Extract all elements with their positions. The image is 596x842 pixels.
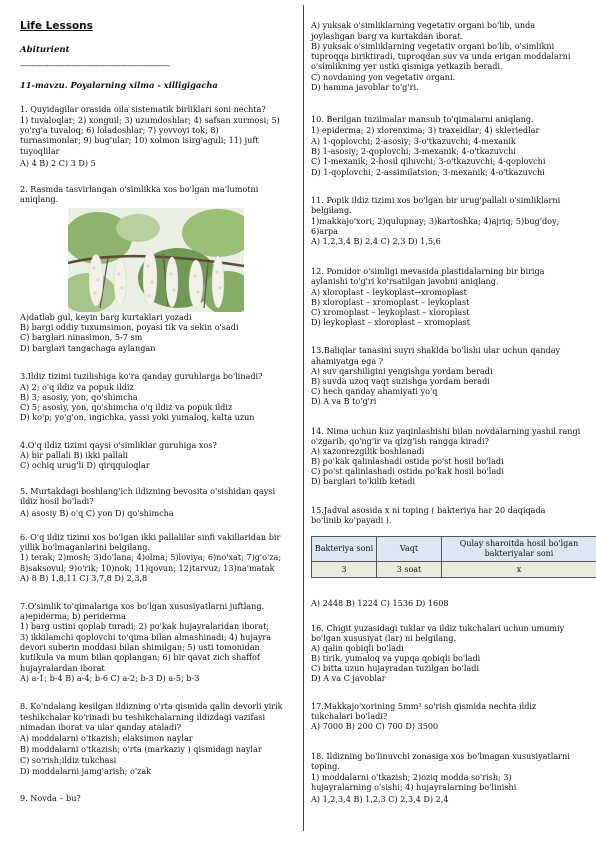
page-subtitle: Abiturient	[20, 45, 70, 55]
text-line: C) xromoplast – leykoplast – xloroplast	[311, 307, 470, 317]
text-line: C) bitta uzun hujayradan tuzilgan bo'ladi	[311, 663, 480, 673]
text-line: A) moddalarni o'tkazish; elaksimon naylar	[20, 733, 193, 743]
text-line: bo'linib ko'payadi ).	[311, 515, 392, 525]
text-line: joylashgan barg va kurtakdan iborat.	[311, 31, 464, 41]
text-line: B) 1-asosiy; 2-qoplovchi; 3-mexanik; 4-o'tkazuvchi	[311, 146, 516, 156]
text-line: 3.Ildiz tizimi tuzilishiga ko'ra qanday guruhlarga bo'linadi?	[20, 371, 263, 381]
text-line: C) hech qanday ahamiyati yo'q	[311, 386, 438, 396]
text-line: A) yuksak o'simliklarning vegetativ organi bo'lib, unda	[311, 20, 536, 30]
text-line: 1) barg ustini qoplab turadi; 2) po'kak hujayralaridan iborat;	[20, 621, 270, 631]
text-line: B) moddalarni o'tkazish; o'rta (markaziy ) qismidagi naylar	[20, 744, 262, 754]
page-title: Life Lessons	[20, 20, 93, 32]
text-line: 13.Baliqlar tanasini suyri shaklda bo'lishi ular uchun qanday	[311, 345, 561, 355]
text-line: 1)makkajo'xori; 2)qulupnay; 3)kartoshka; 4)ajriq; 5)bug'doy;	[311, 216, 560, 226]
text-line: aylanishi to'g'ri ko'rsatilgan javobni aniqlang.	[311, 276, 499, 286]
bacteria-table	[311, 536, 596, 578]
text-line: tukchalari bo'ladi?	[311, 711, 388, 721]
text-line: A) 2448 B) 1224 C) 1536 D) 1608	[311, 598, 449, 608]
text-line: D) hamma javoblar to'g'ri.	[311, 82, 419, 92]
text-line: A) 7000 B) 200 C) 700 D) 3500	[311, 721, 439, 731]
text-line: A) 1,2,3,4 B) 2,4 C) 2,3 D) 1,5,6	[311, 236, 441, 246]
text-line: 3) ikkilamchi qoplovchi to'qima bilan almashinadi; 4) hujayra	[20, 632, 272, 642]
text-line: 1. Quyidagilar orasida oila sistematik birliklari soni nechta?	[20, 104, 266, 114]
text-line: 4.O'q ildiz tizimi qaysi o'simliklar guruhiga xos?	[20, 440, 217, 450]
text-line: 9. Novda – bu?	[20, 793, 81, 803]
text-line: A) asosiy B) o'q C) yon D) qo'shimcha	[20, 508, 174, 518]
text-line: D) ko'p; yo'g'on, ingichka, yassi yoki yumaloq, kalta uzun	[20, 412, 255, 422]
text-line: A) suv qarshiligini yengishga yordam beradi	[311, 366, 493, 376]
text-line: B) bargi oddiy tuxumsimon, poyasi tik va sekin o'sadi	[20, 322, 239, 332]
text-line: A) 4 B) 2 C) 3 D) 5	[20, 158, 96, 168]
plant-photo	[68, 208, 244, 312]
text-line: B) xloroplast – xromoplast – leykoplast	[311, 297, 470, 307]
text-line: 1) epiderma; 2) xlorenxima; 3) traxeidlar; 4) skleriedlar	[311, 125, 540, 135]
table-header-cell: Bakteriya soni	[312, 537, 377, 562]
dashed-rule: ----------------------------------------------------------------	[20, 60, 170, 70]
text-line: aniqlang.	[20, 194, 59, 204]
text-line: a)epiderma; b) periderma	[20, 611, 126, 621]
text-line: A) bir pallali B) ikki pallali	[20, 450, 128, 460]
text-line: 12. Pomidor o'simligi mevasida plastidalarning bir biriga	[311, 266, 545, 276]
text-line: bo'lgan xususiyat (lar) ni belgilang.	[311, 633, 457, 643]
text-line: belgilang.	[311, 205, 352, 215]
text-line: 7.O'simlik to'qimalariga xos bo'lgan xususiyatlarni juftlang.	[20, 601, 265, 611]
text-line: ahamiyatga ega ?	[311, 356, 384, 366]
text-line: 1) moddalarni o'tkazish; 2)oziq modda so'rish; 3)	[311, 772, 512, 782]
text-line: o'zgarib, qo'ng'ir va qizg'ish rangga kiradi?	[311, 436, 489, 446]
text-line: B) tirik, yumaloq va yupqa qobiqli bo'ladi	[311, 653, 481, 663]
text-line: C) barglari ninasimon, 5-7 sm	[20, 332, 143, 342]
table-header-row	[312, 537, 596, 562]
text-line: ildiz hosil bo'ladi?	[20, 496, 94, 506]
text-line: 8. Ko'ndalang kesilgan ildizning o'rta qismida qalin devorli yirik	[20, 701, 283, 711]
text-line: 1) terak; 2)mosh; 3)do'lana; 4)olma; 5)loviya; 6)no'xat; 7)g'o'za;	[20, 552, 282, 562]
table-header-cell: Vaqt	[377, 537, 442, 562]
text-line: C) po'st qalinlashadi ostida po'kak hosil bo'ladi	[311, 466, 504, 476]
text-line: D) leykoplast – xloroplast – xromoplast	[311, 317, 470, 327]
text-line: 17.Makkajo'xorining 5mm² so'rish qismida nechta ildiz	[311, 701, 537, 711]
text-line: D) A va B to'g'ri	[311, 396, 377, 406]
text-line: devori suberin moddasi bilan shimilgan; 5) usti tomonidan	[20, 642, 260, 652]
text-line: 2. Rasmda tasvirlangan o'simlikka xos bo'lgan ma'lumotni	[20, 184, 259, 194]
text-line: A) 2; o'q ildiz va popuk ildiz	[20, 382, 134, 392]
text-line: yo'rg'a tuvaloq; 6) loladoshlar; 7) yovvoyi tok; 8)	[20, 125, 219, 135]
column-divider	[303, 5, 304, 831]
text-line: C) novdaning yon vegetativ organi.	[311, 72, 456, 82]
text-line: 15.Jadval asosida x ni toping ( bakteriya har 20 daqiqada	[311, 505, 546, 515]
text-line: kutikula va mum bilan qoplangan; 6) bir qavat zich shaffof	[20, 652, 260, 662]
text-line: 11. Popik ildiz tizimi xos bo'lgan bir urug'pallali o'simliklarni	[311, 195, 561, 205]
text-line: teshikchalar ko'rinadi bu teshikchalarning ildizdagi vazifasi	[20, 712, 266, 722]
text-line: 6. O'q ildiz tizimi xos bo'lgan ikki pallalilar sinfi vakillaridan bir	[20, 532, 281, 542]
text-line: A) 1,2,3,4 B) 1,2,3 C) 2,3,4 D) 2,4	[311, 794, 449, 804]
table-cell: x	[442, 562, 596, 578]
text-line: C) so'rish;ildiz tukchasi	[20, 755, 117, 765]
text-line: hujayralarning o'sishi; 4) hujayralarning bo'linishi	[311, 782, 517, 792]
text-line: B) yuksak o'simliklarning vegetativ organi bo'lib, o'simlikni	[311, 41, 555, 51]
text-line: B) 3; asosiy, yon, qo'shimcha	[20, 392, 138, 402]
text-line: hujayralardan iborat	[20, 663, 105, 673]
text-line: o'simlikning yer ustki qismiga yetkazib beradi.	[311, 61, 503, 71]
topic-heading: 11-mavzu. Poyalarning xilma - xilligigacha	[20, 80, 218, 90]
text-line: 10. Berilgan tuzilmalar mansub to'qimalarni aniqlang.	[311, 114, 534, 124]
text-line: A) 1-qoplovchi; 2-asosiy; 3-o'tkazuvchi; 4-mexanik	[311, 136, 516, 146]
text-line: A) a-1; b-4 B) a-4; b-6 C) a-2; b-3 D) a-5; b-3	[20, 673, 200, 683]
text-line: 16. Chigit yuzasidagi tuklar va ildiz tukchalari uchun umumiy	[311, 623, 565, 633]
table-header-cell: Qulay sharoitda hosil bo'lgan bakteriyalar soni	[442, 537, 596, 562]
text-line: 8)saksovul; 9)o'rik; 10)nok; 11)qovun; 12)tarvuz; 13)na'matak	[20, 563, 275, 573]
text-line: tuproqqa biriktiradi, tuproqdan suv va unda erigan moddalarni	[311, 51, 571, 61]
text-line: D) barglari to'kilib ketadi	[311, 476, 416, 486]
text-line: A) xazonrezgilik boshlanadi	[311, 446, 425, 456]
text-line: turnasimonlar; 9) bug'ular; 10) xolmon isirg'aguli; 11) juft	[20, 135, 259, 145]
text-line: tuyoqlilar	[20, 146, 60, 156]
text-line: A) xloroplast – leykoplast→xromoplast	[311, 287, 467, 297]
table-cell: 3	[312, 562, 377, 578]
text-line: B) po'kak qalinlashadi ostida po'st hosil bo'ladi	[311, 456, 504, 466]
table-cell: 3 soat	[377, 562, 442, 578]
text-line: 5. Murtakdagi boshlang'ich ildizning bevosita o'sishidan qaysi	[20, 486, 276, 496]
text-line: 6)arpa	[311, 226, 339, 236]
text-line: 1) tuvaloqlar; 2) xonguil; 3) uzumdoshlar; 4) safsan xurmosi; 5)	[20, 115, 280, 125]
text-line: C) 1-mexanik; 2-hosil qiluvchi; 3-o'tkazuvchi; 4-qoplovchi	[311, 156, 546, 166]
text-line: B) suvda uzoq vaqt suzishga yordam beradi	[311, 376, 490, 386]
text-line: C) 5; asosiy, yon, qo'shimcha o'q ildiz va popuk ildiz	[20, 402, 233, 412]
text-line: A)datlab gul, keyin barg kurtaklari yozadi	[20, 312, 192, 322]
text-line: A) 8 B) 1,8,11 C) 3,7,8 D) 2,3,8	[20, 573, 148, 583]
text-line: toping.	[311, 761, 340, 771]
text-line: 14. Nima uchun kuz yaqinlashishi bilan novdalarning yashil rangi	[311, 426, 581, 436]
text-line: D) 1-qoplovchi; 2-assimilatsion; 3-mexanik; 4-o'tkazuvchi	[311, 167, 545, 177]
text-line: yillik bo'lmaganlarini belgilang.	[20, 542, 150, 552]
text-line: 18. Ildizning bo'linuvchi zonasiga xos bo'lmagan xususiyatlarni	[311, 751, 570, 761]
table-row	[312, 562, 596, 578]
text-line: C) ochiq urug'li D) qirqquloqlar	[20, 460, 150, 470]
text-line: D) A va C javoblar	[311, 673, 386, 683]
text-line: D) moddalarni jamg'arish; o'zak	[20, 766, 152, 776]
text-line: A) qalin qobiqli bo'ladi	[311, 643, 404, 653]
text-line: nimadan iborat va ular qanday ataladi?	[20, 722, 182, 732]
text-line: D) barglari tangachaga aylangan	[20, 343, 156, 353]
